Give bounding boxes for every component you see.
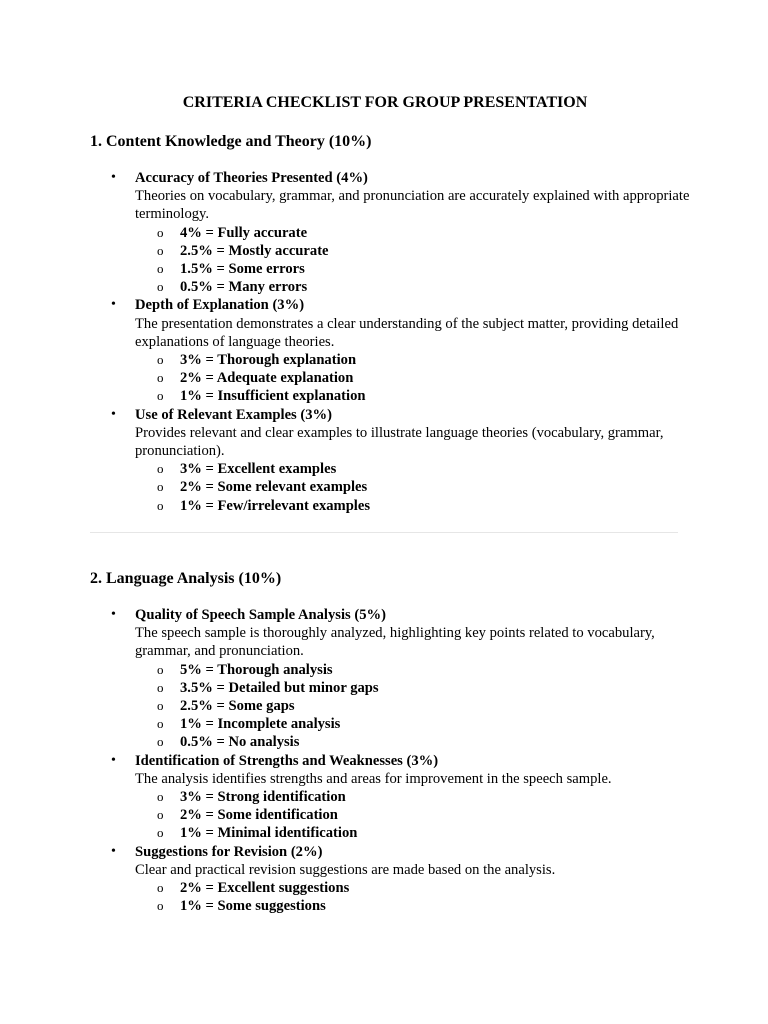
circle-bullet-icon: o — [157, 698, 164, 714]
scoring-level: o 2% = Some identification — [157, 807, 338, 824]
circle-bullet-icon: o — [157, 370, 164, 386]
criterion-item — [90, 606, 690, 752]
circle-bullet-icon: o — [157, 279, 164, 295]
scoring-level: o 1% = Minimal identification — [157, 825, 358, 842]
circle-bullet-icon: o — [157, 352, 164, 368]
scoring-level: o 0.5% = Many errors — [157, 279, 308, 296]
scoring-level: o 2% = Excellent suggestions — [157, 880, 350, 897]
scoring-level: o 1.5% = Some errors — [157, 261, 305, 278]
criterion-description: The presentation demonstrates a clear understanding of the subject matter, providing detailed explanations of language theories. — [135, 315, 679, 350]
scoring-level: o 5% = Thorough analysis — [157, 661, 333, 678]
criterion-item — [90, 169, 690, 296]
criterion-title: Accuracy of Theories Presented (4%) — [135, 170, 368, 186]
scoring-level: o 1% = Incomplete analysis — [157, 716, 341, 733]
scoring-level: o 0.5% = No analysis — [157, 734, 300, 751]
scoring-level: o 3% = Thorough explanation — [157, 352, 357, 369]
circle-bullet-icon: o — [157, 497, 164, 513]
circle-bullet-icon: o — [157, 224, 164, 240]
section-heading-language-analysis: 2. Language Analysis (10%) — [90, 570, 282, 587]
circle-bullet-icon: o — [157, 461, 164, 477]
criterion-title: Identification of Strengths and Weaknesses (3%) — [135, 752, 439, 769]
scoring-levels — [135, 661, 690, 752]
criterion-title: Depth of Explanation (3%) — [135, 297, 305, 314]
circle-bullet-icon: o — [157, 661, 164, 677]
scoring-levels — [135, 879, 690, 915]
scoring-level: o 3% = Excellent examples — [157, 461, 337, 478]
criterion-item — [90, 752, 690, 843]
criteria-list-content-knowledge — [90, 169, 690, 515]
circle-bullet-icon: o — [157, 261, 164, 277]
circle-bullet-icon: o — [157, 898, 164, 914]
criterion-item — [90, 296, 690, 405]
scoring-levels — [135, 351, 690, 406]
scoring-levels — [135, 460, 690, 515]
circle-bullet-icon: o — [157, 679, 164, 695]
circle-bullet-icon: o — [157, 716, 164, 732]
bullet-icon: • — [111, 297, 116, 313]
criterion-description: The analysis identifies strengths and areas for improvement in the speech sample. — [135, 770, 612, 787]
scoring-level: o 2% = Some relevant examples — [157, 479, 368, 496]
scoring-level: o 3.5% = Detailed but minor gaps — [157, 679, 379, 696]
scoring-level: o 4% = Fully accurate — [157, 224, 308, 241]
circle-bullet-icon: o — [157, 880, 164, 896]
circle-bullet-icon: o — [157, 825, 164, 841]
criterion-item — [90, 406, 690, 515]
scoring-levels — [135, 788, 690, 843]
criterion-title: Suggestions for Revision (2%) — [135, 843, 323, 860]
scoring-levels — [135, 224, 690, 297]
criterion-description: Clear and practical revision suggestions are made based on the analysis. — [135, 861, 556, 878]
criteria-list-language-analysis — [90, 606, 690, 915]
circle-bullet-icon: o — [157, 807, 164, 823]
circle-bullet-icon: o — [157, 479, 164, 495]
circle-bullet-icon: o — [157, 242, 164, 258]
scoring-level: o 1% = Few/irrelevant examples — [157, 497, 371, 514]
section-heading-content-knowledge: 1. Content Knowledge and Theory (10%) — [90, 133, 372, 150]
bullet-icon: • — [111, 170, 116, 185]
section-divider — [90, 532, 678, 533]
bullet-icon: • — [111, 406, 116, 422]
criterion-item — [90, 843, 690, 916]
circle-bullet-icon: o — [157, 789, 164, 805]
circle-bullet-icon: o — [157, 734, 164, 750]
bullet-icon: • — [111, 843, 116, 859]
bullet-icon: • — [111, 752, 116, 768]
criterion-description: Theories on vocabulary, grammar, and pronunciation are accurately explained with appropriate terminology. — [135, 188, 690, 223]
scoring-level: o 1% = Insufficient explanation — [157, 388, 366, 405]
criterion-description: The speech sample is thoroughly analyzed, highlighting key points related to vocabulary, grammar, and pronunciation. — [135, 625, 655, 660]
scoring-level: o 3% = Strong identification — [157, 789, 346, 806]
bullet-icon: • — [111, 607, 116, 622]
scoring-level: o 2.5% = Mostly accurate — [157, 242, 329, 259]
document-title: CRITERIA CHECKLIST FOR GROUP PRESENTATION — [182, 94, 588, 111]
criterion-description: Provides relevant and clear examples to illustrate language theories (vocabulary, grammar, pronunciation). — [135, 424, 664, 460]
scoring-level: o 2.5% = Some gaps — [157, 698, 295, 715]
criterion-title: Quality of Speech Sample Analysis (5%) — [135, 607, 386, 623]
circle-bullet-icon: o — [157, 388, 164, 404]
criterion-title: Use of Relevant Examples (3%) — [135, 406, 332, 423]
scoring-level: o 1% = Some suggestions — [157, 898, 326, 915]
scoring-level: o 2% = Adequate explanation — [157, 370, 354, 387]
